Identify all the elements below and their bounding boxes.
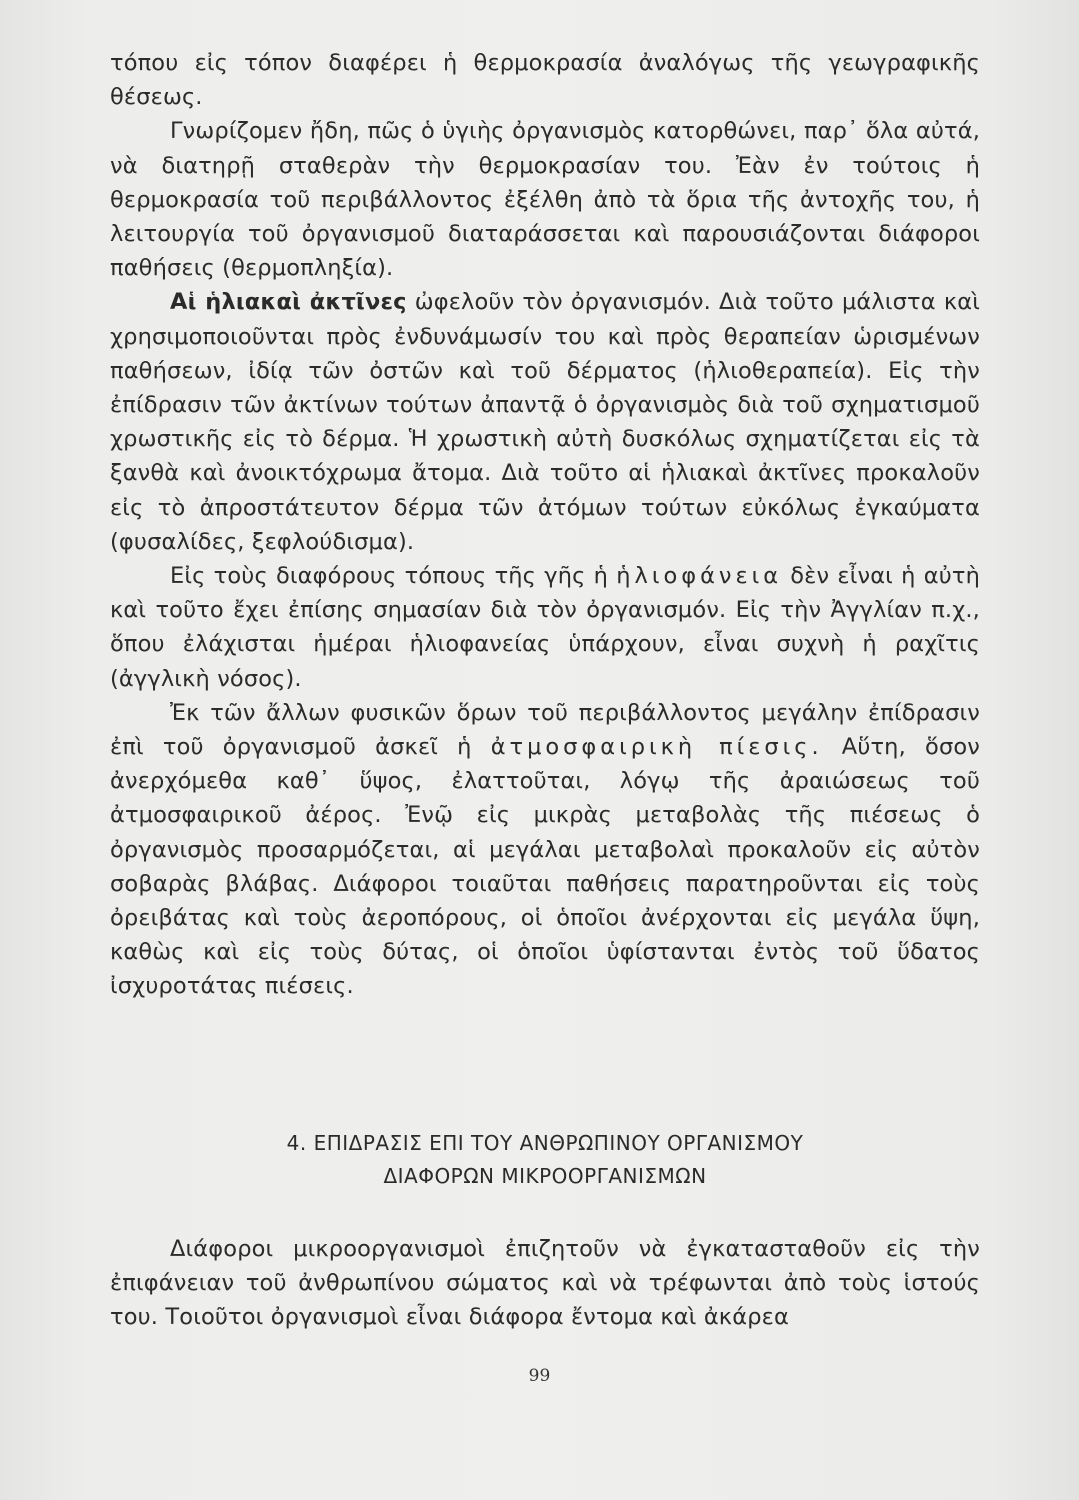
paragraph-pressure-rest: Αὕτη, ὅσον ἀνερχόμεθα καθ᾽ ὕψος, ἐλαττοῦται, λόγῳ τῆς ἀραιώσεως τοῦ ἀτμοσφαιρικοῦ ἀέρος. Ἐνῷ εἰς μικρὰς μεταβολὰς τῆς πιέσεως ὁ ὀργανισμὸς προσαρμόζεται, αἱ μεγάλαι μεταβολαὶ προκαλοῦν εἰς αὐτὸν σοβαρὰς βλάβας. Διάφοροι τοιαῦται παθήσεις παρατηροῦνται εἰς τοὺς ὀρειβάτας καὶ τοὺς ἀεροπόρους, οἱ ὁποῖοι ἀνέρχονται εἰς μεγάλα ὕψη, καθὼς καὶ εἰς τοὺς δύτας, οἱ ὁποῖοι ὑφίστανται ἐντὸς τοῦ ὕδατος ἰσχυροτάτας πιέσεις. bbox=[110, 734, 980, 1000]
section-body bbox=[110, 1232, 980, 1335]
page-number: 99 bbox=[528, 1366, 551, 1386]
section-heading-line-1: 4. ΕΠΙΔΡΑΣΙΣ ΕΠΙ ΤΟΥ ΑΝΘΡΩΠΙΝΟΥ ΟΡΓΑΝΙΣΜΟΥ bbox=[286, 1131, 804, 1155]
paragraph-temperature: Γνωρίζομεν ἤδη, πῶς ὁ ὑγιὴς ὀργανισμὸς κατορθώνει, παρ᾽ ὅλα αὐτά, νὰ διατηρῇ σταθερὰν τὴν θερμοκρασίαν του. Ἐὰν ἐν τούτοις ἡ θερμοκρασία τοῦ περιβάλλοντος ἐξέλθη ἀπὸ τὰ ὅρια τῆς ἀντοχῆς του, ἡ λειτουργία τοῦ ὀργανισμοῦ διαταράσσεται καὶ παρουσιάζονται διάφοροι παθήσεις (θερμοπληξία). bbox=[110, 118, 980, 282]
section-heading bbox=[110, 1127, 980, 1193]
paragraph-sunshine-start: Εἰς τοὺς διαφόρους τόπους τῆς γῆς ἡ bbox=[170, 563, 617, 590]
paragraph-pressure-start: Ἐκ τῶν ἄλλων φυσικῶν ὅρων τοῦ περιβάλλοντος μεγάλην ἐπίδρασιν ἐπὶ τοῦ ὀργανισμοῦ ἀσκεῖ ἡ bbox=[110, 699, 980, 761]
body-text bbox=[110, 46, 980, 1004]
spaced-term-pressure: ἀτμοσφαιρικὴ πίεσις. bbox=[490, 734, 823, 761]
paragraph-microorganisms: Διάφοροι μικροοργανισμοὶ ἐπιζητοῦν νὰ ἐγκατασταθοῦν εἰς τὴν ἐπιφάνειαν τοῦ ἀνθρωπίνου σώματος καὶ νὰ τρέφωνται ἀπὸ τοὺς ἱστούς του. Τοιοῦτοι ὀργανισμοὶ εἶναι διάφορα ἔντομα καὶ ἀκάρεα bbox=[110, 1236, 980, 1331]
paragraph-sun-rays-text: ὠφελοῦν τὸν ὀργανισμόν. Διὰ τοῦτο μάλιστα καὶ χρησιμοποιοῦνται πρὸς ἐνδυνάμωσίν του καὶ πρὸς θεραπείαν ὡρισμένων παθήσεων, ἰδίᾳ τῶν ὀστῶν καὶ τοῦ δέρματος (ἡλιοθεραπεία). Εἰς τὴν ἐπίδρασιν τῶν ἀκτίνων τούτων ἀπαντᾷ ὁ ὀργανισμὸς διὰ τοῦ σχηματισμοῦ χρωστικῆς εἰς τὸ δέρμα. Ἡ χρωστικὴ αὐτὴ δυσκόλως σχηματίζεται εἰς τὰ ξανθὰ καὶ ἀνοικτόχρωμα ἄτομα. Διὰ τοῦτο αἱ ἡλιακαὶ ἀκτῖνες προκαλοῦν εἰς τὸ ἀπροστάτευτον δέρμα τῶν ἀτόμων τούτων εὐκόλως ἐγκαύματα (φυσαλίδες, ξεφλούδισμα). bbox=[110, 289, 980, 555]
section-heading-line-2: ΔΙΑΦΟΡΩΝ ΜΙΚΡΟΟΡΓΑΝΙΣΜΩΝ bbox=[383, 1164, 707, 1188]
paragraph-pressure bbox=[110, 696, 980, 1004]
paragraph-sunshine-rest: δὲν εἶναι ἡ αὐτὴ καὶ τοῦτο ἔχει ἐπίσης σημασίαν διὰ τὸν ὀργανισμόν. Εἰς τὴν Ἀγγλίαν π.χ., ὅπου ἐλάχισται ἡμέραι ἡλιοφανείας ὑπάρχουν, εἶναι συχνὴ ἡ ραχῖτις (ἀγγλικὴ νόσος). bbox=[110, 563, 980, 692]
paragraph-sunshine bbox=[110, 559, 980, 696]
paragraph-continuation: τόπου εἰς τόπον διαφέρει ἡ θερμοκρασία ἀναλόγως τῆς γεωγραφικῆς θέσεως. bbox=[110, 50, 980, 111]
bold-lead-text: Αἱ ἡλιακαὶ ἀκτῖνες bbox=[170, 289, 407, 316]
paragraph-sun-rays bbox=[110, 285, 980, 559]
spaced-term-sunshine: ἡλιοφάνεια bbox=[616, 563, 783, 590]
